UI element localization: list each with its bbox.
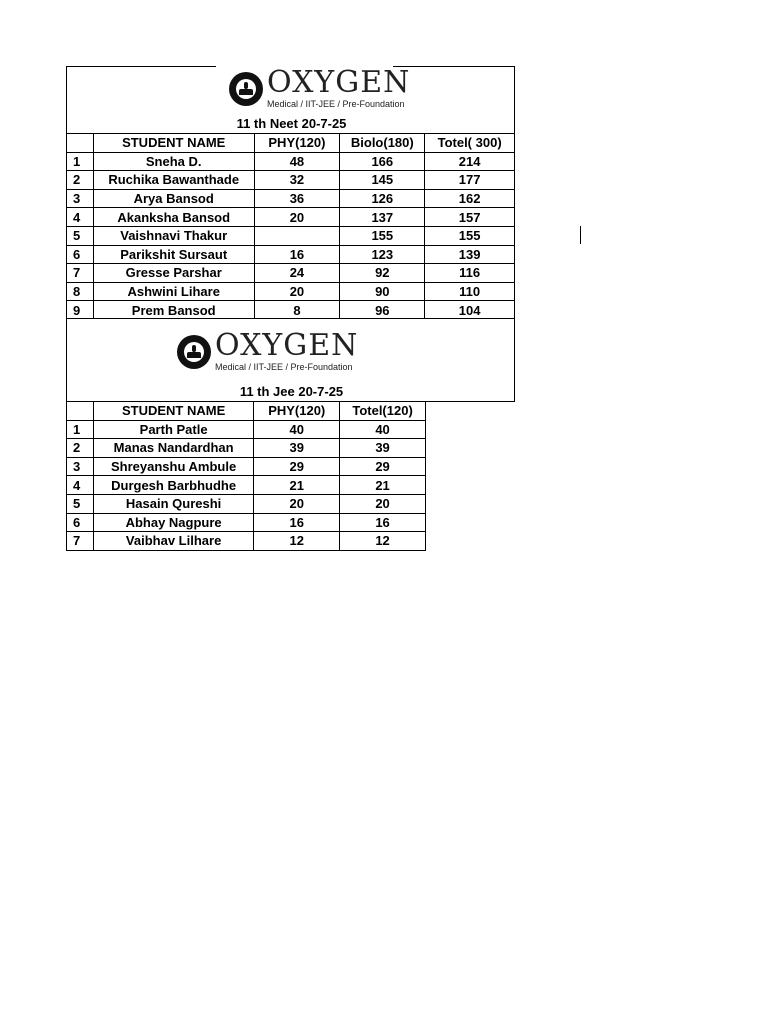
table-row (67, 494, 426, 513)
score-cell: 12 (340, 532, 426, 551)
student-name: Prem Bansod (93, 301, 254, 320)
student-name: Hasain Qureshi (93, 494, 253, 513)
row-number: 8 (67, 282, 94, 301)
table-row (67, 457, 426, 476)
score-cell: 48 (254, 152, 340, 171)
table-row (67, 226, 515, 245)
column-header: STUDENT NAME (93, 402, 253, 421)
brand-name: OXYGEN (215, 328, 359, 363)
score-cell: 20 (254, 282, 340, 301)
brand-tagline: Medical / IIT-JEE / Pre-Foundation (215, 362, 353, 372)
score-cell: 21 (340, 476, 426, 495)
score-cell: 110 (425, 282, 515, 301)
score-cell: 137 (340, 208, 425, 227)
score-cell: 116 (425, 264, 515, 283)
jee-header (66, 318, 515, 402)
student-name: Arya Bansod (93, 189, 254, 208)
student-name: Gresse Parshar (93, 264, 254, 283)
score-cell: 123 (340, 245, 425, 264)
table-header-row (67, 402, 426, 421)
table-row (67, 532, 426, 551)
column-header (67, 134, 94, 153)
neet-results-table (66, 133, 515, 320)
table-row (67, 301, 515, 320)
score-cell: 21 (254, 476, 340, 495)
row-number: 4 (67, 208, 94, 227)
row-number: 2 (67, 439, 94, 458)
score-cell: 16 (254, 245, 340, 264)
table-row (67, 420, 426, 439)
text-cursor (580, 226, 581, 244)
student-name: Abhay Nagpure (93, 513, 253, 532)
column-header: STUDENT NAME (93, 134, 254, 153)
seal-icon (229, 72, 263, 106)
table-row (67, 152, 515, 171)
student-name: Akanksha Bansod (93, 208, 254, 227)
table-row (67, 476, 426, 495)
score-cell: 139 (425, 245, 515, 264)
table-row (67, 439, 426, 458)
column-header (67, 402, 94, 421)
column-header: Biolo(180) (340, 134, 425, 153)
row-number: 5 (67, 494, 94, 513)
score-cell: 166 (340, 152, 425, 171)
brand-tagline: Medical / IIT-JEE / Pre-Foundation (267, 99, 405, 109)
table-row (67, 245, 515, 264)
score-cell (254, 226, 340, 245)
student-name: Durgesh Barbhudhe (93, 476, 253, 495)
score-cell: 92 (340, 264, 425, 283)
table-row (67, 513, 426, 532)
score-cell: 8 (254, 301, 340, 320)
seal-icon (177, 335, 211, 369)
neet-header (66, 66, 515, 134)
score-cell: 24 (254, 264, 340, 283)
score-cell: 145 (340, 171, 425, 190)
row-number: 9 (67, 301, 94, 320)
row-number: 5 (67, 226, 94, 245)
row-number: 7 (67, 532, 94, 551)
row-number: 1 (67, 420, 94, 439)
student-name: Parth Patle (93, 420, 253, 439)
table-row (67, 208, 515, 227)
score-cell: 20 (254, 208, 340, 227)
oxygen-logo (177, 328, 359, 372)
column-header: PHY(120) (254, 134, 340, 153)
score-cell: 155 (425, 226, 515, 245)
score-cell: 20 (254, 494, 340, 513)
score-cell: 40 (340, 420, 426, 439)
score-cell: 104 (425, 301, 515, 320)
score-cell: 157 (425, 208, 515, 227)
student-name: Parikshit Sursaut (93, 245, 254, 264)
student-name: Ashwini Lihare (93, 282, 254, 301)
jee-caption: 11 th Jee 20-7-25 (239, 384, 344, 399)
row-number: 2 (67, 171, 94, 190)
score-cell: 162 (425, 189, 515, 208)
student-name: Ruchika Bawanthade (93, 171, 254, 190)
score-cell: 29 (254, 457, 340, 476)
oxygen-logo (229, 65, 411, 109)
score-cell: 32 (254, 171, 340, 190)
score-cell: 155 (340, 226, 425, 245)
column-header: Totel(120) (340, 402, 426, 421)
table-row (67, 282, 515, 301)
score-cell: 96 (340, 301, 425, 320)
score-cell: 39 (254, 439, 340, 458)
brand-name: OXYGEN (267, 65, 411, 100)
student-name: Sneha D. (93, 152, 254, 171)
score-cell: 40 (254, 420, 340, 439)
student-name: Manas Nandardhan (93, 439, 253, 458)
score-cell: 214 (425, 152, 515, 171)
student-name: Vaishnavi Thakur (93, 226, 254, 245)
student-name: Shreyanshu Ambule (93, 457, 253, 476)
row-number: 6 (67, 245, 94, 264)
score-cell: 20 (340, 494, 426, 513)
table-row (67, 189, 515, 208)
row-number: 3 (67, 457, 94, 476)
student-name: Vaibhav Lilhare (93, 532, 253, 551)
score-cell: 177 (425, 171, 515, 190)
header-border-left (66, 66, 216, 67)
score-cell: 12 (254, 532, 340, 551)
jee-results-table (66, 401, 426, 551)
row-number: 6 (67, 513, 94, 532)
column-header: PHY(120) (254, 402, 340, 421)
score-cell: 16 (340, 513, 426, 532)
row-number: 1 (67, 152, 94, 171)
neet-caption: 11 th Neet 20-7-25 (236, 116, 347, 131)
header-border-right (393, 66, 515, 67)
score-cell: 36 (254, 189, 340, 208)
column-header: Totel( 300) (425, 134, 515, 153)
table-row (67, 171, 515, 190)
score-cell: 126 (340, 189, 425, 208)
score-cell: 39 (340, 439, 426, 458)
score-cell: 29 (340, 457, 426, 476)
score-cell: 16 (254, 513, 340, 532)
row-number: 7 (67, 264, 94, 283)
score-cell: 90 (340, 282, 425, 301)
row-number: 3 (67, 189, 94, 208)
row-number: 4 (67, 476, 94, 495)
table-row (67, 264, 515, 283)
table-header-row (67, 134, 515, 153)
